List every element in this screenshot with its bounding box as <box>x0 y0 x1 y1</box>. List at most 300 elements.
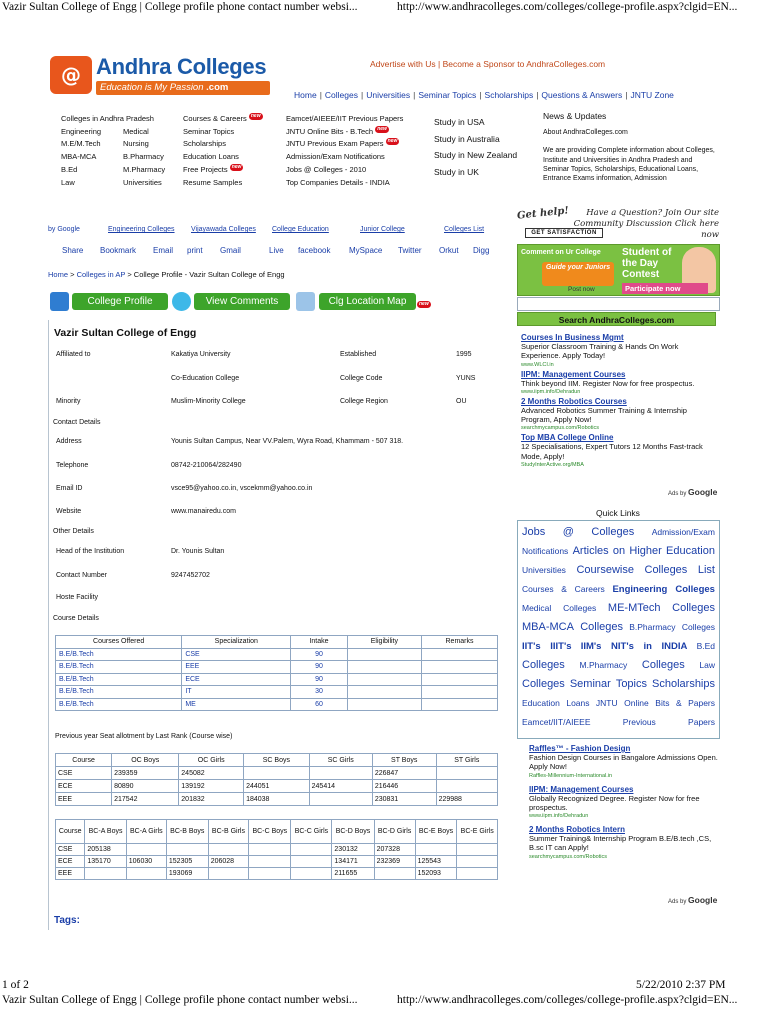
table-cell <box>422 686 498 699</box>
google-ad[interactable] <box>521 333 719 369</box>
google-ad[interactable] <box>529 744 719 780</box>
quick-link[interactable]: Colleges <box>522 678 565 690</box>
topnav-link[interactable]: Home <box>294 90 317 100</box>
quick-link[interactable]: Education Loans <box>522 698 590 708</box>
site-logo[interactable] <box>50 54 270 96</box>
table-row <box>56 793 498 806</box>
table-cell: 217542 <box>112 793 179 806</box>
menu-item-label: M.Pharmacy <box>123 164 166 174</box>
table-cell <box>244 767 310 780</box>
quick-link[interactable]: Medical Colleges <box>522 603 597 613</box>
label-contact-number: Contact Number <box>56 572 107 579</box>
table-cell: IT <box>182 686 291 699</box>
table-row <box>56 686 498 699</box>
ad-body: 12 Specialisations, Expert Tutors 12 Months Fast-track Mode, Apply! <box>521 442 703 461</box>
ad-url[interactable]: www.iipm.info/Dehradun <box>521 388 581 395</box>
quick-link[interactable]: Engineering Colleges <box>612 584 715 595</box>
google-ad[interactable] <box>529 785 719 821</box>
promo-guide: Guide your Juniors <box>542 262 614 286</box>
table-cell: 193069 <box>166 868 208 880</box>
quick-link[interactable]: IIM's NIT's in INDIA <box>580 641 688 652</box>
table-header-cell: BC-C Girls <box>291 820 332 844</box>
table-row <box>56 673 498 686</box>
quick-link[interactable]: Admission/Exam <box>651 527 715 537</box>
ad-body: Think beyond IIM. Register Now for free prospectus. <box>521 378 695 388</box>
menu-item-label: Medical <box>123 126 149 136</box>
ad-url[interactable]: Raffles-Millennium-International.in <box>529 772 613 779</box>
table-cell: 106030 <box>126 856 166 868</box>
menu-item-label: Nursing <box>123 139 149 149</box>
get-help-label: Get help! <box>516 205 570 222</box>
promo-banner[interactable] <box>517 244 720 296</box>
quick-link[interactable]: Notifications <box>522 546 569 556</box>
study-link[interactable]: Study in USA <box>434 117 485 127</box>
ads-by-google-top[interactable]: Ads by Google <box>668 487 718 497</box>
value-coed: Co-Education College <box>171 375 240 382</box>
ad-url[interactable]: searchmycampus.com/Robotics <box>529 853 607 860</box>
quick-link[interactable]: B.Ed <box>696 641 715 651</box>
menu-item-label: MBA-MCA <box>61 152 97 162</box>
share-link-myspace[interactable]: MySpace <box>349 246 383 255</box>
table-cell <box>249 868 291 880</box>
print-datetime: 5/22/2010 2:37 PM <box>636 979 726 991</box>
ad-title[interactable]: IIPM: Management Courses <box>529 784 634 794</box>
advertise-link[interactable]: Advertise with Us | Become a Sponsor to AndhraColleges.com <box>370 59 606 69</box>
ad-body: Superior Classroom Training & Hands On Work Experience. Apply Today! <box>521 342 679 361</box>
tab-view-comments[interactable]: View Comments <box>194 293 290 310</box>
search-input[interactable] <box>517 297 720 311</box>
menu-item[interactable] <box>183 113 263 126</box>
table-cell: 80890 <box>112 780 179 793</box>
table-cell[interactable]: B.E/B.Tech <box>56 661 182 674</box>
menu-item[interactable] <box>123 177 165 190</box>
table-cell <box>457 856 498 868</box>
ad-url[interactable]: searchmycampus.com/Robotics <box>521 425 599 432</box>
label-address: Address <box>56 438 82 445</box>
quick-link[interactable]: Scholarships <box>652 678 715 690</box>
quick-link[interactable]: Higher <box>629 545 662 557</box>
table-cell: ECE <box>182 673 291 686</box>
share-link-bookmark[interactable]: Bookmark <box>100 246 137 255</box>
menu-item[interactable] <box>123 164 165 177</box>
table-cell: 245414 <box>309 780 372 793</box>
table-cell[interactable]: B.E/B.Tech <box>56 698 182 711</box>
promo-participate[interactable]: Participate now <box>622 283 708 294</box>
value-address: Younis Sultan Campus, Near VV.Palem, Wyra Road, Khammam - 507 318. <box>171 438 404 445</box>
label-established: Established <box>340 351 377 358</box>
label-course-details: Course Details <box>53 615 99 622</box>
share-link-live[interactable]: Live <box>269 246 284 255</box>
table-row <box>56 844 498 856</box>
quick-link[interactable]: Coursewise <box>576 564 634 576</box>
table-header-cell: BC-B Boys <box>166 820 208 844</box>
quick-link[interactable]: Careers <box>574 584 605 594</box>
topnav-link[interactable]: Questions & Answers <box>541 90 623 100</box>
quick-link[interactable]: Colleges <box>644 564 688 576</box>
table-header-cell: Remarks <box>422 636 498 649</box>
table-header-cell: BC-E Boys <box>415 820 457 844</box>
menu-item[interactable] <box>183 151 263 164</box>
table-header-row <box>56 820 498 844</box>
table-cell: 152093 <box>415 868 457 880</box>
value-minority: Muslim-Minority College <box>171 398 246 405</box>
menu-item[interactable] <box>286 126 403 139</box>
table-cell: 244051 <box>244 780 310 793</box>
share-link-facebook[interactable]: facebook <box>298 246 331 255</box>
table-cell <box>347 648 421 661</box>
satisfaction-badge: GET SATISFACTION <box>525 228 603 238</box>
quick-link[interactable]: JNTU Online Bits & <box>595 698 682 708</box>
print-header-title: Vazir Sultan College of Engg | College profile phone contact number websi... <box>2 1 358 13</box>
quick-link[interactable]: M.Pharmacy <box>579 660 628 670</box>
table-cell: 239359 <box>112 767 179 780</box>
table-cell <box>347 673 421 686</box>
website-link[interactable]: www.manairedu.com <box>171 508 236 515</box>
menu-col-2 <box>123 113 165 189</box>
table-row <box>56 856 498 868</box>
table-cell[interactable]: B.E/B.Tech <box>56 673 182 686</box>
menu-item[interactable] <box>183 177 263 190</box>
menu-col-4 <box>286 113 403 189</box>
table-header-row <box>56 754 498 767</box>
google-ad[interactable] <box>521 370 719 396</box>
table-cell: EEE <box>56 793 112 806</box>
search-button[interactable]: Search AndhraColleges.com <box>517 312 716 326</box>
study-link[interactable]: Study in UK <box>434 166 479 177</box>
table-cell: ECE <box>56 780 112 793</box>
promo-comment: Comment on Ur College <box>521 249 601 256</box>
value-email: vsce95@yahoo.co.in, vscekmm@yahoo.co.in <box>171 485 313 492</box>
menu-col-3 <box>183 113 263 189</box>
quick-link[interactable]: Seminar <box>569 678 611 690</box>
value-affiliated: Kakatiya University <box>171 351 231 358</box>
quick-link[interactable]: Colleges <box>641 659 685 671</box>
promo-post[interactable]: Post now <box>568 286 595 293</box>
table-cell: 90 <box>291 661 348 674</box>
menu-item-label: B.Pharmacy <box>123 152 164 162</box>
ads-by-google-bottom[interactable]: Ads by Google <box>668 895 718 905</box>
label-minority: Minority <box>56 398 81 405</box>
breadcrumb-home[interactable]: Home <box>48 270 69 279</box>
share-link-email[interactable]: Email <box>153 246 174 255</box>
table-header-cell: Courses Offered <box>56 636 182 649</box>
share-link-print[interactable]: print <box>187 246 203 255</box>
table-cell <box>249 844 291 856</box>
menu-item[interactable] <box>286 177 403 190</box>
breadcrumb-current: College Profile - Vazir Sultan College of Engg <box>133 270 285 279</box>
value-region: OU <box>456 398 467 405</box>
menu-item-label: Engineering <box>61 126 102 136</box>
table-cell: ECE <box>56 856 85 868</box>
print-header-url: http://www.andhracolleges.com/colleges/college-profile.aspx?clgid=EN... <box>397 1 738 13</box>
share-link-twitter[interactable]: Twitter <box>398 246 422 255</box>
tab-location-map[interactable]: Clg Location Map <box>319 293 416 310</box>
topnav-link[interactable]: Universities <box>366 90 411 100</box>
google-topic-link[interactable]: Junior College <box>360 226 405 233</box>
quick-links-title: Quick Links <box>596 508 640 518</box>
ad-title[interactable]: Raffles™ - Fashion Design <box>529 744 631 753</box>
ad-body: Advanced Robotics Summer Training & Internship Program, Apply Now! <box>521 405 687 425</box>
table-cell <box>309 793 372 806</box>
print-footer-title: Vazir Sultan College of Engg | College profile phone contact number websi... <box>2 994 358 1006</box>
new-badge: new <box>231 163 242 170</box>
table-cell <box>436 767 497 780</box>
table-cell <box>422 673 498 686</box>
share-link-orkut[interactable]: Orkut <box>439 246 459 255</box>
table-header-cell: Course <box>56 820 85 844</box>
table-cell <box>422 698 498 711</box>
quick-link[interactable]: on <box>612 545 626 557</box>
ad-body: Summer Training& Internship Program B.E/B.tech ,CS, B.sc IT can Apply! <box>529 834 712 853</box>
table-header-cell: SC Boys <box>244 754 310 767</box>
table-cell: ME <box>182 698 291 711</box>
table-cell: CSE <box>56 844 85 856</box>
ad-url[interactable]: www.WLCI.in <box>521 361 554 368</box>
quick-link[interactable]: Law <box>699 660 715 670</box>
topnav-link[interactable]: Seminar Topics <box>418 90 477 100</box>
menu-item-label: Colleges in Andhra Pradesh <box>61 114 154 123</box>
menu-item[interactable] <box>286 164 403 177</box>
table-cell: 125543 <box>415 856 457 868</box>
value-telephone: 08742-210064/282490 <box>171 462 242 469</box>
nav-separator: | <box>625 90 628 100</box>
table-cell[interactable]: B.E/B.Tech <box>56 686 182 699</box>
label-contact-details: Contact Details <box>53 419 101 426</box>
table-cell <box>126 868 166 880</box>
ad-body: Globally Recognized Degree. Register Now for free prospectus. <box>529 793 700 812</box>
quick-link[interactable]: Education <box>666 545 715 557</box>
table-header-cell: Intake <box>291 636 348 649</box>
table-cell <box>208 844 249 856</box>
quick-link[interactable]: IIT's IIIT's <box>522 641 572 652</box>
college-name: Vazir Sultan College of Engg <box>54 327 197 339</box>
quick-link[interactable]: Colleges <box>591 526 635 538</box>
menu-item-label: M.E/M.Tech <box>61 139 101 149</box>
google-topic-link[interactable]: College Education <box>272 226 329 233</box>
quick-link[interactable]: Topics <box>615 678 647 690</box>
news-body <box>543 128 718 183</box>
table-cell <box>291 856 332 868</box>
table-cell: 229988 <box>436 793 497 806</box>
table-cell: CSE <box>56 767 112 780</box>
menu-item[interactable] <box>286 113 403 126</box>
table-row <box>56 648 498 661</box>
menu-item-label: Law <box>61 177 75 187</box>
ad-title[interactable]: Courses In Business Mgmt <box>521 333 624 342</box>
label-region: College Region <box>340 398 388 405</box>
value-contact-number: 9247452702 <box>171 572 210 579</box>
quick-link[interactable]: & <box>561 584 567 594</box>
menu-item-label: Free Projects <box>183 164 228 174</box>
table-cell: 226847 <box>372 767 436 780</box>
menu-item-label: JNTU Previous Exam Papers <box>286 139 384 149</box>
quick-link[interactable]: @ <box>562 526 574 538</box>
menu-item-label: B.Ed <box>61 164 78 174</box>
table-row <box>56 780 498 793</box>
quick-link[interactable]: Jobs <box>522 526 546 538</box>
college-profile-icon <box>50 292 69 311</box>
google-ad[interactable] <box>521 433 719 469</box>
quick-link[interactable]: Articles <box>572 545 609 557</box>
share-link-gmail[interactable]: Gmail <box>220 246 241 255</box>
share-link-digg[interactable]: Digg <box>473 246 490 255</box>
table-cell <box>436 780 497 793</box>
map-icon <box>296 292 315 311</box>
menu-item-label: Courses & Careers <box>183 114 247 123</box>
table-cell: 230831 <box>372 793 436 806</box>
study-abroad-links <box>434 114 517 180</box>
label-hostel: Hoste Facility <box>56 594 99 601</box>
table-cell: 139192 <box>179 780 244 793</box>
tags-label: Tags: <box>54 915 80 926</box>
menu-item[interactable] <box>183 138 263 151</box>
table-header-cell: ST Boys <box>372 754 436 767</box>
table-row <box>56 698 498 711</box>
google-topic-link[interactable]: Colleges List <box>444 226 485 233</box>
new-badge: new <box>387 138 398 145</box>
label-head: Head of the Institution <box>56 548 125 555</box>
table-cell <box>374 868 415 880</box>
table-cell <box>166 844 208 856</box>
table-cell: 230132 <box>332 844 374 856</box>
ad-title[interactable]: IIPM: Management Courses <box>521 369 626 379</box>
table-row <box>56 868 498 880</box>
nav-separator: | <box>360 90 364 100</box>
table-cell: 206028 <box>208 856 249 868</box>
menu-item[interactable] <box>183 126 263 139</box>
table-header-cell: BC-D Girls <box>374 820 415 844</box>
menu-item-label: Top Companies Details - INDIA <box>286 177 390 187</box>
ad-title[interactable]: Top MBA College Online <box>521 433 614 443</box>
get-help-banner[interactable] <box>517 206 720 242</box>
table-cell <box>85 868 126 880</box>
menu-item[interactable] <box>123 138 165 151</box>
menu-item[interactable] <box>183 164 263 177</box>
menu-item[interactable] <box>123 126 165 139</box>
logo-tagline: Education is My Passion .com <box>96 81 270 95</box>
table-cell: 216446 <box>372 780 436 793</box>
quick-link[interactable]: Colleges <box>672 602 715 614</box>
table-cell: 30 <box>291 686 348 699</box>
breadcrumb: Home > Colleges in AP > College Profile - Vazir Sultan College of Engg <box>48 270 285 279</box>
table-cell: 60 <box>291 698 348 711</box>
menu-item-label: Resume Samples <box>183 177 243 187</box>
table-cell: 201832 <box>179 793 244 806</box>
table-header-cell: Specialization <box>182 636 291 649</box>
menu-item-label: Universities <box>123 177 162 187</box>
breadcrumb-ap[interactable]: Colleges in AP <box>76 270 126 279</box>
table-header-cell: ST Girls <box>436 754 497 767</box>
table-cell: 134171 <box>332 856 374 868</box>
ad-url[interactable]: StudyInterActive.org/MBA <box>521 462 584 469</box>
google-topic-link[interactable]: Vijayawada Colleges <box>191 226 256 233</box>
logo-title: Andhra Colleges <box>96 54 267 79</box>
ad-body: Fashion Design Courses in Bangalore Admissions Open. Apply Now! <box>529 753 718 772</box>
quick-link[interactable]: Courses <box>522 584 554 594</box>
google-ads-top <box>521 333 719 470</box>
table-cell[interactable]: B.E/B.Tech <box>56 648 182 661</box>
news-title: News & Updates <box>543 111 607 121</box>
label-other-details: Other Details <box>53 528 94 535</box>
nav-separator: | <box>413 90 416 100</box>
new-badge: new <box>377 125 387 132</box>
menu-item-label: Eamcet/AIEEE/IIT Previous Papers <box>286 114 404 123</box>
ad-title[interactable]: 2 Months Robotics Intern <box>529 825 625 835</box>
topnav-link[interactable]: Colleges <box>324 90 358 100</box>
table-header-row <box>56 636 498 649</box>
value-code: YUNS <box>456 375 476 382</box>
quick-link[interactable]: Papers <box>688 698 716 708</box>
news-about-link[interactable]: About AndhraColleges.com <box>543 129 628 136</box>
menu-item-label: Education Loans <box>183 152 239 162</box>
topnav-link[interactable]: JNTU Zone <box>630 90 674 100</box>
table-header-cell: BC-C Boys <box>249 820 291 844</box>
table-cell <box>126 844 166 856</box>
table-header-cell: OC Girls <box>179 754 244 767</box>
table-cell <box>422 661 498 674</box>
rank-table-oc-sc-st <box>55 753 498 806</box>
table-row <box>56 767 498 780</box>
rank-table-bc <box>55 819 498 880</box>
google-topic-link[interactable]: Engineering Colleges <box>108 226 175 233</box>
quick-link[interactable]: Universities <box>522 565 566 575</box>
table-cell <box>422 648 498 661</box>
google-links-bar <box>48 226 485 233</box>
quick-link[interactable]: List <box>697 564 715 576</box>
menu-item-label: Seminar Topics <box>183 126 235 136</box>
menu-item[interactable] <box>123 151 165 164</box>
ad-title[interactable]: 2 Months Robotics Courses <box>521 396 627 406</box>
study-link[interactable]: Study in Australia <box>434 133 500 144</box>
nav-separator: | <box>479 90 482 100</box>
quick-link[interactable]: B.Pharmacy Colleges <box>629 622 715 632</box>
table-row <box>56 661 498 674</box>
menu-item <box>123 113 165 126</box>
quick-link[interactable]: MBA-MCA <box>522 621 574 633</box>
topnav-link[interactable]: Scholarships <box>484 90 534 100</box>
table-cell: 90 <box>291 673 348 686</box>
table-cell: 184038 <box>244 793 310 806</box>
table-cell <box>457 868 498 880</box>
google-ad[interactable] <box>529 825 719 861</box>
menu-item[interactable] <box>286 151 403 164</box>
label-website: Website <box>56 508 82 515</box>
quick-link[interactable]: Colleges <box>522 659 565 671</box>
content-border <box>48 320 49 930</box>
quick-link[interactable]: Colleges <box>580 621 623 633</box>
quick-link[interactable]: ME-MTech <box>607 602 661 614</box>
comments-icon <box>172 292 191 311</box>
google-ad[interactable] <box>521 397 719 433</box>
menu-item-label: Admission/Exam Notifications <box>286 152 385 162</box>
share-link-share[interactable]: Share <box>62 246 84 255</box>
label-prev-year: Previous year Seat allotment by Last Rank (Course wise) <box>55 733 233 740</box>
table-header-cell: BC-D Boys <box>332 820 374 844</box>
news-text: We are providing Complete information about Colleges, Institute and Universities in Andhra Pradesh and Seminar Topics, Scholarships, Educational Loans, Entrance Exams information, Admission <box>543 147 715 183</box>
quick-link[interactable]: Eamcet/IIT/AIEEE Previous Papers <box>522 717 715 727</box>
tab-college-profile[interactable]: College Profile <box>72 293 168 310</box>
value-established: 1995 <box>456 351 472 358</box>
study-link[interactable]: Study in New Zealand <box>434 150 518 160</box>
table-cell: EEE <box>56 868 85 880</box>
help-question: Have a Question? Join Our site Community Discussion Click here now <box>573 208 719 240</box>
table-header-cell: BC-A Girls <box>126 820 166 844</box>
menu-item[interactable] <box>286 138 403 151</box>
table-cell <box>291 868 332 880</box>
table-header-cell: Eligibility <box>347 636 421 649</box>
label-telephone: Telephone <box>56 462 89 469</box>
ad-url[interactable]: www.iipm.info/Dehradun <box>529 813 589 820</box>
